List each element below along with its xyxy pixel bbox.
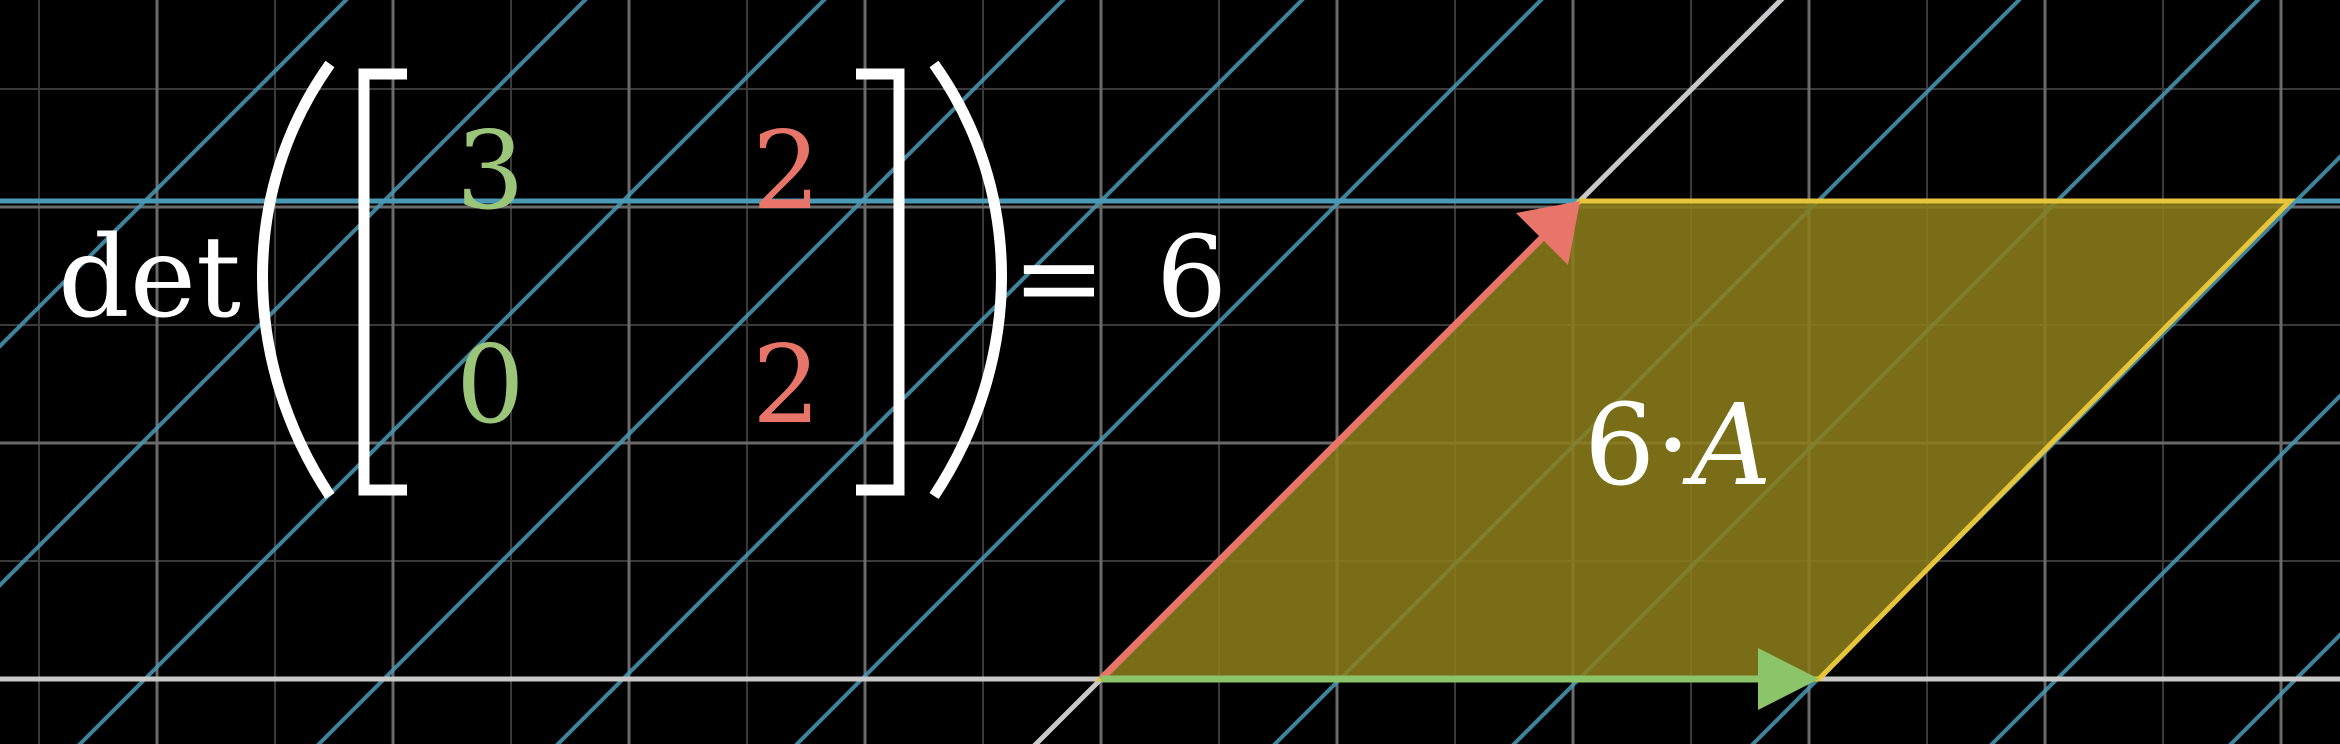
matrix-entry-1-2: 2 (752, 109, 821, 234)
det-label: det (58, 213, 241, 343)
determinant-result: 6 (1156, 213, 1228, 343)
area-variable: A (1690, 381, 1772, 511)
matrix-entry-2-1: 0 (456, 323, 525, 448)
matrix-entry-2-2: 2 (752, 323, 821, 448)
matrix-entry-1-1: 3 (456, 109, 525, 234)
area-label (1584, 381, 1772, 511)
area-factor: 6· (1584, 381, 1691, 511)
equals-sign: = (1012, 213, 1106, 343)
